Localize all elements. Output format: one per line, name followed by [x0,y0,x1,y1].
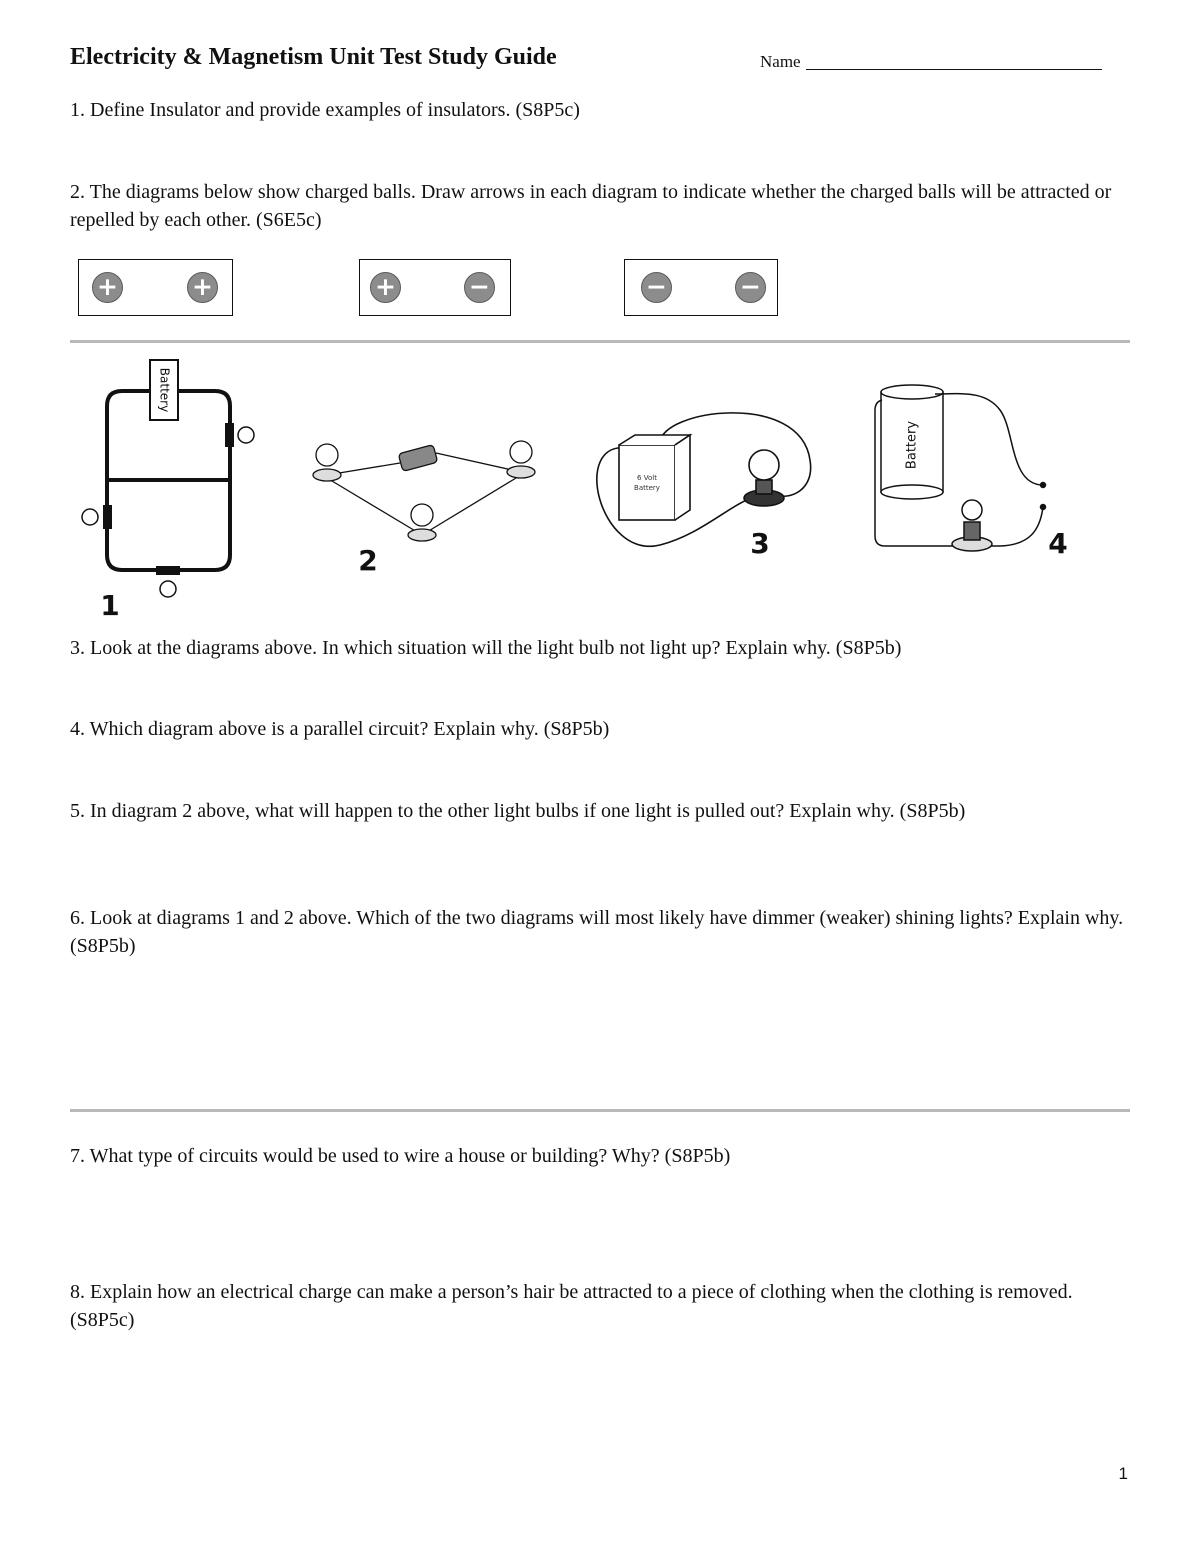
question-2: 2. The diagrams below show charged balls. Draw arrows in each diagram to indicate whether the charged balls will be attracted or repelled by each other. (S6E5c) [70,181,1112,231]
diagram-1-number: 1 [100,589,120,622]
page-number: 1 [1118,1464,1128,1483]
diagram-4-number: 4 [1048,527,1068,560]
diagram-3-number: 3 [750,527,770,560]
question-8: 8. Explain how an electrical charge can make a person’s hair be attracted to a piece of clothing when the clothing is removed. (S8P5c) [70,1281,1073,1331]
question-6: 6. Look at diagrams 1 and 2 above. Which of the two diagrams will most likely have dimmer (weaker) shining lights? Explain why. (S8P5b) [70,907,1124,957]
positive-ball-icon: + [92,272,123,303]
question-5: 5. In diagram 2 above, what will happen to the other light bulbs if one light is pulled out? Explain why. (S8P5b) [70,800,966,822]
circuit-diagram-3 [597,413,811,546]
charge-box-2[interactable] [359,259,511,316]
circuit-diagram-1 [82,360,254,597]
circuit-diagram-2 [313,441,535,541]
question-4: 4. Which diagram above is a parallel circuit? Explain why. (S8P5b) [70,718,610,740]
negative-ball-icon: − [641,272,672,303]
question-1: 1. Define Insulator and provide examples of insulators. (S8P5c) [70,99,580,121]
charge-box-3[interactable] [624,259,778,316]
charge-box-1[interactable] [78,259,233,316]
question-7: 7. What type of circuits would be used to wire a house or building? Why? (S8P5b) [70,1145,731,1167]
battery-label: Battery [904,420,920,470]
diagram-2-number: 2 [358,544,378,577]
name-field-line[interactable] [806,69,1102,70]
battery-label: Battery [634,484,660,492]
section-divider [70,340,1130,343]
question-3: 3. Look at the diagrams above. In which situation will the light bulb not light up? Explain why. (S8P5b) [70,637,902,659]
name-label: Name [760,52,801,71]
negative-ball-icon: − [464,272,495,303]
positive-ball-icon: + [187,272,218,303]
positive-ball-icon: + [370,272,401,303]
circuit-diagrams [0,350,1200,625]
negative-ball-icon: − [735,272,766,303]
circuit-diagram-4 [875,385,1046,551]
battery-volt-label: 6 Volt [637,474,657,482]
section-divider [70,1109,1130,1112]
page-title: Electricity & Magnetism Unit Test Study Guide [70,44,557,70]
battery-label: Battery [157,367,172,413]
